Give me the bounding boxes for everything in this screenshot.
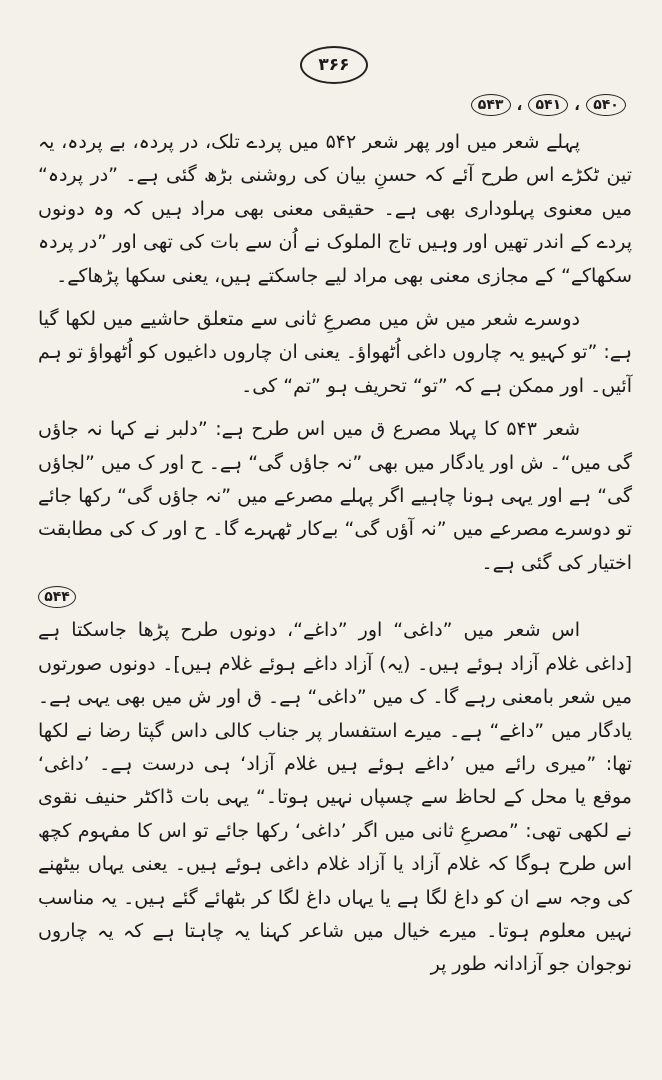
ref-badge: ۵۴۳ <box>471 94 511 116</box>
text-line: ٹھہرے گا۔ ح اور ک کی مطابقت اختیار کی گئی ہے۔ <box>38 518 632 574</box>
page-number <box>300 46 368 84</box>
text-line: اور یادگار میں بھی ”نہ جاؤں گی“ ہے۔ ح اور ک میں ”لجاؤں گی“ ہے اور یہی ہونا چاہیے <box>38 451 632 508</box>
text-line: ہوتا۔ میرے خیال میں شاعر کہنا یہ چاہتا ہے کہ یہ چاروں نوجوان جو آزادانہ طور پر <box>38 919 632 976</box>
text-line: میرے استفسار پر جناب کالی داس گپتا رضا نے لکھا تھا: ”میری رائے میں ’داغے ہوئے <box>38 719 633 775</box>
page-number-text: ۳۶۶ <box>318 55 350 75</box>
text-line: یہی بات ڈاکٹر حنیف نقوی نے لکھی تھی: ”مصرعِ ثانی میں اگر ’داغی‘ رکھا جائے تو اس کا <box>38 786 633 842</box>
text-line: اُن سے بات کی تھی اور ”در پردہ سکھاکے“ کے مجازی معنی بھی مراد لیے جاسکتے ہیں، <box>38 231 632 287</box>
paragraph <box>38 126 632 293</box>
paragraph <box>38 413 632 580</box>
text-line: یعنی سکھا پڑھاکے۔ <box>56 264 209 287</box>
section-heading <box>38 580 632 614</box>
text-line: یہ چاروں داغی اُٹھواؤ۔ یعنی ان چاروں داغیوں کو اُٹھواؤ تو ہم آئیں۔ اور ممکن ہے کہ <box>37 341 632 397</box>
text-line: آزاد ہوئے ہیں۔ (یہ) آزاد داغے ہوئے غلام ہیں]۔ دونوں صورتوں میں شعر بامعنی <box>38 652 632 709</box>
section-number-badge: ۵۴۴ <box>38 586 76 608</box>
text-line: دوسرے شعر میں ش میں مصرعِ ثانی سے متعلق حاشیے میں لکھا گیا ہے: ”تو کہیو <box>38 308 632 364</box>
header-references <box>471 94 626 116</box>
text-line: مفہوم کچھ اس طرح ہوگا کہ غلام آزاد یا آزاد غلام داغی ہوئے ہیں۔ یعنی یہاں بیٹھنے کی <box>38 819 632 909</box>
paragraph <box>38 614 632 981</box>
text-line: پہلے شعر میں اور پھر شعر ۵۴۲ میں پردے تلک، در پردہ، بے پردہ، یہ تین ٹکڑے <box>38 131 632 187</box>
text-line: ہیں غلام آزاد‘ ہی درست ہے۔ ’داغی‘ موقع یا محل کے لحاظ سے چسپاں نہیں ہوتا۔“ <box>38 752 632 809</box>
text-line: وجہ سے ان کو داغ لگا ہے یا یہاں داغ لگا کر بٹھائے گئے ہیں۔ یہ مناسب نہیں معلوم <box>38 886 633 942</box>
ref-badge: ۵۴۱ <box>528 94 568 116</box>
text-line: رہے گا۔ ک میں ”داغی“ ہے۔ ق اور ش میں بھی یہی ہے۔ یادگار میں ”داغے“ ہے۔ <box>38 686 633 742</box>
text-line: ”تو“ تحریف ہو ”تم“ کی۔ <box>241 374 448 397</box>
paragraph <box>38 303 632 403</box>
text-line: اس شعر میں ”داغی“ اور ”داغے“، دونوں طرح پڑھا جاسکتا ہے [داغی غلام <box>38 619 632 675</box>
text-line: اس طرح آئے کہ حسنِ بیان کی روشنی بڑھ گئی ہے۔ ”در پردہ“ میں معنوی پہلوداری بھی <box>38 164 632 220</box>
text-line: اگر پہلے مصرعے میں ”نہ جاؤں گی“ رکھا جائے تو دوسرے مصرعے میں ”نہ آؤں گی“ بےکار <box>38 485 633 541</box>
text-line: شعر ۵۴۳ کا پہلا مصرع ق میں اس طرح ہے: ”دلبر نے کہا نہ جاؤں گی میں“۔ ش <box>38 418 633 474</box>
ref-badge: ۵۴۰ <box>586 94 626 116</box>
text-line: ہے۔ حقیقی معنی بھی مراد ہیں کہ وہ دونوں پردے کے اندر تھیں اور وہیں تاج الملوک نے <box>38 197 632 254</box>
ref-separator: ، <box>574 96 580 114</box>
ref-separator: ، <box>516 96 523 114</box>
page-body <box>38 126 632 982</box>
